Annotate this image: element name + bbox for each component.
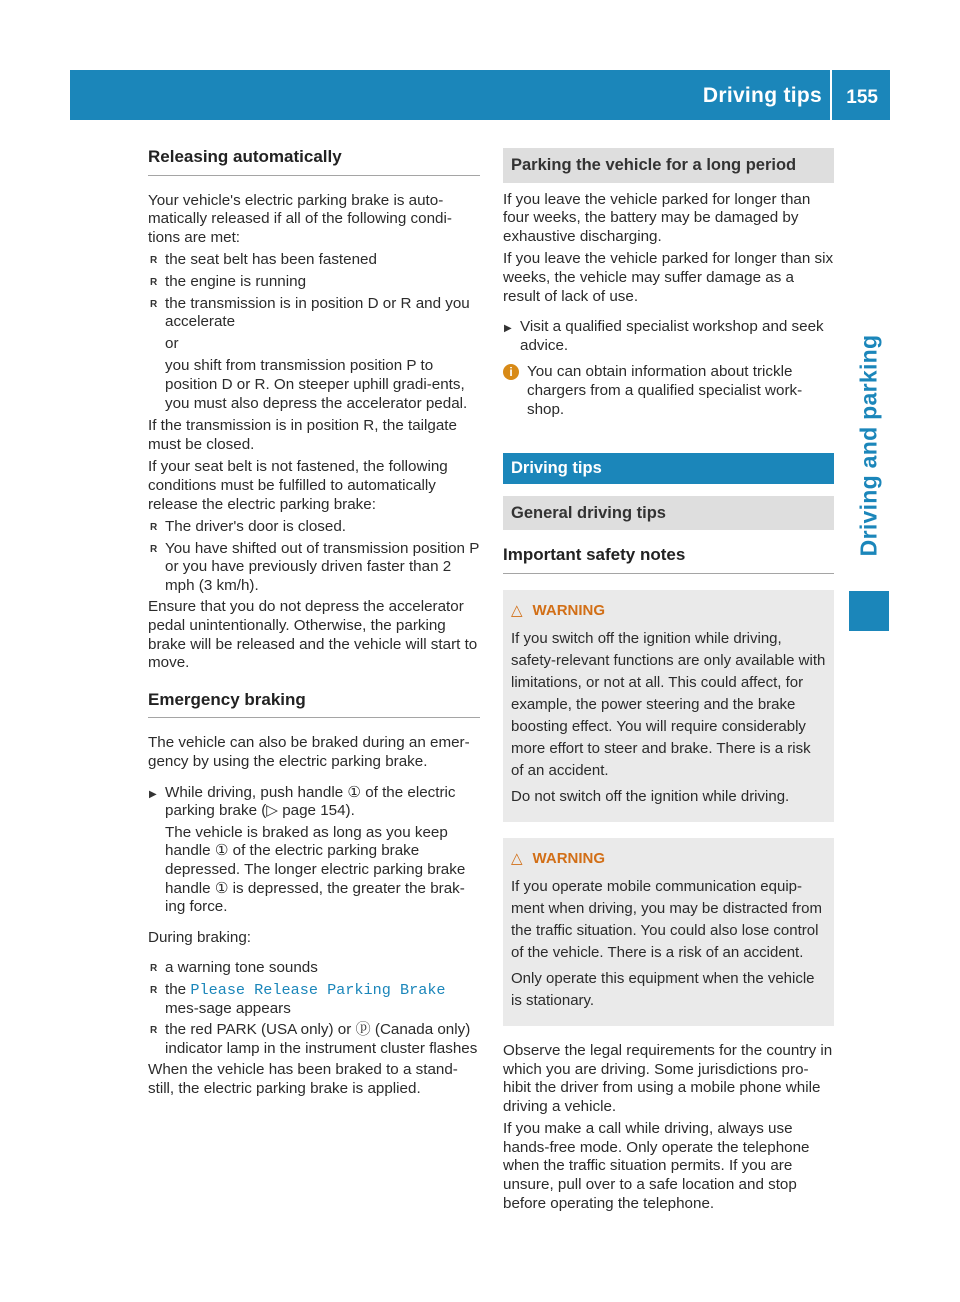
msg-prefix: the [165,980,187,998]
emergency-step-detail: The vehicle is braked as long as you keep handle ① of the electric parking brake depressed. The longer electric parking brake handle ① is depressed, the greater the brak-ing force. [165,823,466,916]
warning-label: WARNING [532,849,606,867]
warning-text: If you switch off the ignition while driving, safety-relevant functions are only available with limitations, or not at all. This could affect, for example, the power steering and the brake boosting effect. You will require considerably more effort to steer and brake. There is a risk of an accident. [511,629,826,779]
list-item: R You have shifted out of transmission position P or you have previously driven faster than 2 mph (3 km/h). [148,540,480,596]
parking-p1: If you leave the vehicle parked for longer than four weeks, the battery may be damaged by exhaustive discharging. [503,190,811,245]
safety-heading: Important safety notes [503,546,834,574]
warning-icon: △ [511,849,523,867]
call-text: If you make a call while driving, always use hands-free mode. Only operate the telephone when the traffic situation permits. If you are unsure, pull over to a safe location and stop before operating the telephone. [503,1120,810,1212]
release-or-text: you shift from transmission position P to position D or R. On steeper uphill gradi-ents, you must also depress the accelerator pedal. [165,357,468,412]
list-item: R the transmission is in position D or R and you accelerate [148,295,480,332]
emergency-intro: The vehicle can also be braked during an emer-gency by using the electric parking brake. [148,734,470,771]
right-column [503,148,834,1217]
list-item: R The driver's door is closed. [148,518,480,537]
release-intro: Your vehicle's electric parking brake is auto-matically released if all of the following condi-tions are met: [148,191,452,246]
list-item: R the red PARK (USA only) or ⓟ (Canada only) indicator lamp in the instrument cluster flashes [148,1021,480,1058]
parking-heading: Parking the vehicle for a long period [503,148,834,183]
seatbelt-text: If your seat belt is not fastened, the following conditions must be fulfilled to automatically release the electric parking brake: [148,458,448,513]
during-braking: During braking: [148,928,251,946]
emergency-heading: Emergency braking [148,691,480,719]
warning-box [503,838,834,1026]
side-tab-label: Driving and parking [855,334,882,556]
parking-step: ▶ Visit a qualified specialist workshop and seek advice. [503,318,834,355]
general-heading: General driving tips [503,496,834,531]
driving-tips-heading: Driving tips [503,453,834,484]
info-icon: i [503,364,519,380]
warning-text: Do not switch off the ignition while driving. [511,787,790,805]
list-item [148,981,480,1018]
msg-suffix: mes-sage appears [165,999,291,1017]
header-title: Driving tips [702,84,822,107]
release-or: or [165,334,179,352]
left-column [148,148,480,1103]
side-tab [849,300,889,590]
list-item: R the seat belt has been fastened [148,251,480,270]
warning-icon: △ [511,601,523,619]
info-note [503,363,834,419]
warning-box [503,590,834,822]
warning-label: WARNING [532,601,606,619]
list-item: R the engine is running [148,273,480,292]
side-tab-marker [849,591,889,631]
parking-info: You can obtain information about trickle chargers from a qualified specialist work-shop. [527,363,803,418]
legal-text: Observe the legal requirements for the country in which you are driving. Some jurisdictions pro-hibit the driver from using a mobile phone while driving a vehicle. [503,1041,833,1115]
tailgate-text: If the transmission is in position R, the tailgate must be closed. [148,417,457,453]
warning-text: Only operate this equipment when the vehicle is stationary. [511,969,815,1009]
ensure-text: Ensure that you do not depress the accelerator pedal unintentionally. Otherwise, the parking brake will be released and the vehicle will start to move. [148,598,478,672]
header-divider [830,70,832,120]
page-number: 155 [846,87,878,108]
display-message: Please Release Parking Brake [190,980,446,999]
release-heading: Releasing automatically [148,148,480,176]
standstill-text: When the vehicle has been braked to a stand-still, the electric parking brake is applied. [148,1061,458,1097]
warning-text: If you operate mobile communication equip-ment when driving, you may be distracted from the traffic situation. You could also lose control of the vehicle. There is a risk of an accident. [511,877,822,961]
list-item: R a warning tone sounds [148,959,480,978]
parking-p2: If you leave the vehicle parked for longer than six weeks, the vehicle may suffer damage as a result of lack of use. [503,250,834,305]
emergency-step: ▶ While driving, push handle ① of the electric parking brake (▷ page 154). [148,784,480,821]
page-header [70,70,890,120]
